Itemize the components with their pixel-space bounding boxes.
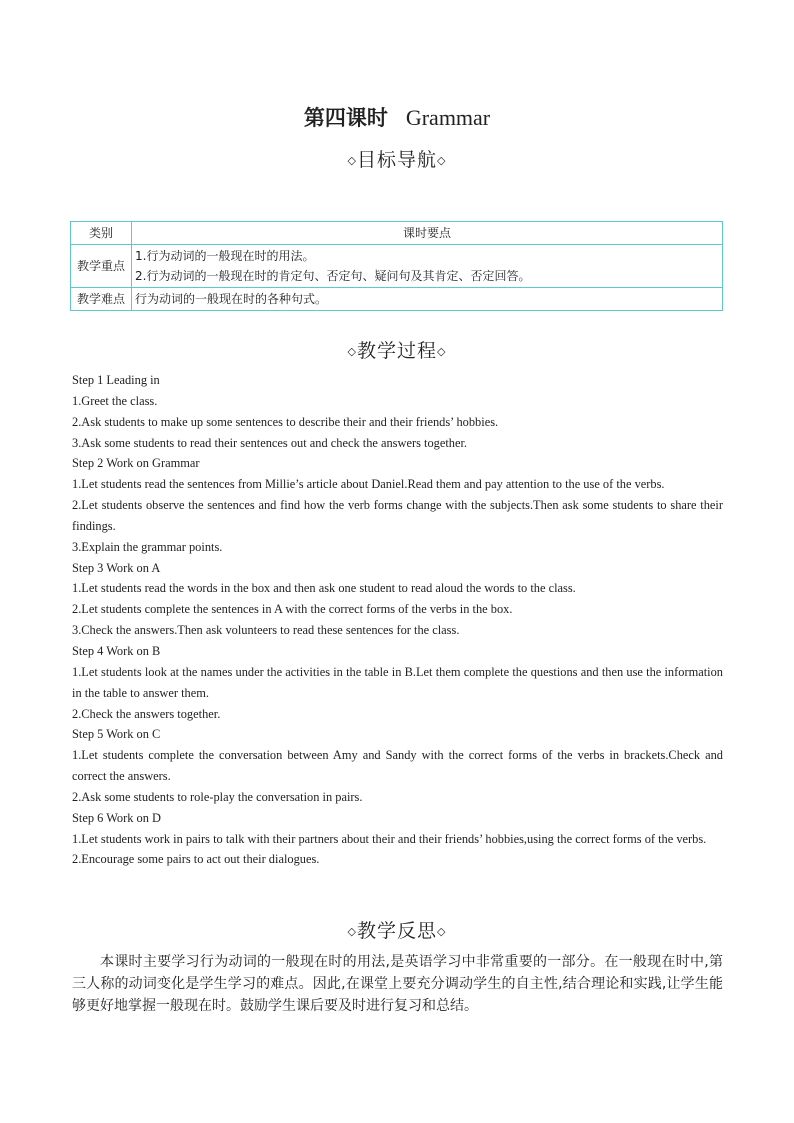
- process-body: [72, 370, 723, 870]
- process-line: 2.Ask students to make up some sentences to describe their and their friends’ hobbies.: [72, 414, 499, 429]
- key-points-content: [132, 245, 723, 288]
- process-line: 3.Explain the grammar points.: [72, 539, 223, 554]
- process-line: 1.Let students complete the conversation between Amy and Sandy with the correct forms of the verbs in brackets.Check and correct the answers.: [72, 748, 723, 784]
- process-line: 3.Ask some students to read their sentences out and check the answers together.: [72, 435, 468, 450]
- key-point-item: 1.行为动词的一般现在时的用法。: [135, 249, 315, 263]
- process-line: 2.Let students observe the sentences and find how the verb forms change with the subjects.Then ask some students to share their findings.: [72, 498, 723, 533]
- process-line: 1.Greet the class.: [72, 393, 158, 408]
- lesson-title-english: Grammar: [405, 105, 491, 130]
- process-line: 1.Let students read the words in the box and then ask one student to read aloud the words to the class.: [72, 581, 576, 596]
- process-line: Step 1 Leading in: [72, 373, 160, 387]
- diamond-icon: ◇: [347, 154, 357, 167]
- header-key-points: 课时要点: [132, 222, 723, 245]
- reflection-heading-text: 教学反思: [356, 920, 437, 942]
- lesson-title-chinese: 第四课时: [303, 106, 388, 130]
- process-line: 2.Ask some students to role-play the conversation in pairs.: [72, 789, 363, 804]
- process-line: Step 4 Work on B: [72, 643, 161, 658]
- table-header-row: [71, 222, 723, 245]
- process-line: Step 2 Work on Grammar: [72, 456, 200, 471]
- process-line: 1.Let students look at the names under the activities in the table in B.Let them complete the questions and then use the information in the table to answer them.: [72, 664, 723, 700]
- diamond-icon: ◇: [437, 154, 447, 167]
- difficulties-content: 行为动词的一般现在时的各种句式。: [132, 288, 723, 311]
- key-point-item: 2.行为动词的一般现在时的肯定句、否定句、疑问句及其肯定、否定回答。: [135, 269, 531, 283]
- process-line: Step 5 Work on C: [72, 727, 161, 742]
- process-line: 2.Check the answers together.: [72, 706, 221, 721]
- process-line: 3.Check the answers.Then ask volunteers to read these sentences for the class.: [72, 623, 460, 638]
- process-line: 1.Let students read the sentences from Millie’s article about Daniel.Read them and pay attention to the use of the verbs.: [72, 477, 665, 492]
- goals-table: [70, 221, 723, 311]
- process-line: 2.Encourage some pairs to act out their dialogues.: [72, 852, 320, 867]
- process-heading-text: 教学过程: [356, 340, 437, 362]
- process-line: 2.Let students complete the sentences in A with the correct forms of the verbs in the box.: [72, 602, 513, 617]
- difficulties-category: 教学难点: [71, 288, 132, 311]
- key-points-category: 教学重点: [71, 245, 132, 288]
- goals-heading-text: 目标导航: [356, 149, 437, 171]
- process-line: Step 3 Work on A: [72, 560, 161, 575]
- diamond-icon: ◇: [347, 345, 357, 358]
- process-line: Step 6 Work on D: [72, 810, 161, 825]
- diamond-icon: ◇: [437, 345, 447, 358]
- header-category: 类别: [71, 222, 132, 245]
- process-line: 1.Let students work in pairs to talk with their partners about their and their friends’ hobbies,using the correct forms of the verbs.: [72, 831, 707, 846]
- reflection-paragraph: 本课时主要学习行为动词的一般现在时的用法,是英语学习中非常重要的一部分。在一般现在时中,第三人称的动词变化是学生学习的难点。因此,在课堂上要充分调动学生的自主性,结合理论和实践,让学生能够更好地掌握一般现在时。鼓励学生课后要及时进行复习和总结。: [72, 954, 723, 1014]
- goals-heading: [0, 147, 794, 174]
- reflection-heading: [0, 918, 794, 945]
- table-row-key-points: [71, 245, 723, 288]
- diamond-icon: ◇: [437, 925, 447, 938]
- diamond-icon: ◇: [347, 925, 357, 938]
- table-row-difficulties: [71, 288, 723, 311]
- lesson-title: [0, 104, 794, 132]
- process-heading: [0, 338, 794, 365]
